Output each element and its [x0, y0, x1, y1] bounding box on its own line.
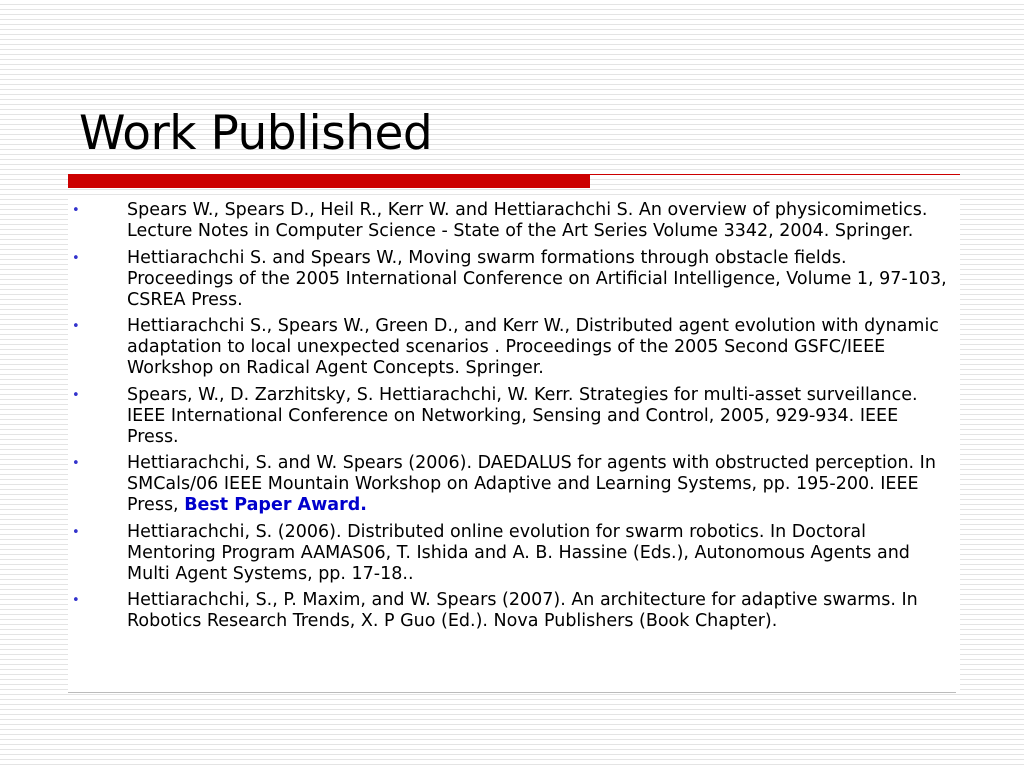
reference-text: Hettiarachchi S., Spears W., Green D., and Kerr W., Distributed agent evolution with dynamic adaptation to local unexpected scenarios . Proceedings of the 2005 Second GSFC/IEEE Workshop on Radical Agent Concepts. Springer. — [127, 316, 939, 378]
reference-text: Hettiarachchi, S., P. Maxim, and W. Spears (2007). An architecture for adaptive swarms. In Robotics Research Trends, X. P Guo (Ed.). Nova Publishers (Book Chapter). — [127, 590, 918, 631]
award-highlight: Best Paper Award. — [184, 495, 367, 515]
bullet-icon: • — [72, 456, 80, 471]
reference-text: Hettiarachchi S. and Spears W., Moving swarm formations through obstacle fields. Proceedings of the 2005 International Conference on Artificial Intelligence, Volume 1, 97-103, CSREA Press. — [127, 247, 947, 310]
bullet-icon: • — [72, 203, 80, 218]
title-underline-line — [590, 174, 960, 175]
reference-item — [70, 453, 950, 516]
title-underline-bar — [68, 174, 590, 188]
reference-item — [70, 385, 950, 448]
bottom-divider — [68, 692, 956, 693]
title-underline — [68, 174, 960, 188]
bullet-icon: • — [72, 250, 80, 266]
bullet-icon: • — [72, 319, 80, 334]
reference-text: Spears W., Spears D., Heil R., Kerr W. and Hettiarachchi S. An overview of physicomimetics. Lecture Notes in Computer Science - State of the Art Series Volume 3342, 2004. Springer. — [127, 200, 928, 241]
bullet-icon: • — [72, 593, 80, 608]
bullet-icon: • — [72, 524, 80, 540]
reference-item — [70, 248, 950, 311]
reference-item — [70, 316, 950, 379]
reference-text: Hettiarachchi, S. and W. Spears (2006). DAEDALUS for agents with obstructed perception. In SMCals/06 IEEE Mountain Workshop on Adaptive and Learning Systems, pp. 195-200. IEEE Press, — [127, 453, 936, 515]
reference-item — [70, 522, 950, 585]
bullet-icon: • — [72, 387, 80, 403]
reference-item — [70, 200, 950, 242]
reference-text: Hettiarachchi, S. (2006). Distributed online evolution for swarm robotics. In Doctoral Mentoring Program AAMAS06, T. Ishida and A. B. Hassine (Eds.), Autonomous Agents and Multi Agent Systems, pp. 17-18.. — [127, 521, 910, 584]
reference-text: Spears, W., D. Zarzhitsky, S. Hettiarachchi, W. Kerr. Strategies for multi-asset surveillance. IEEE International Conference on Networking, Sensing and Control, 2005, 929-934. IEEE Press. — [127, 384, 918, 447]
reference-item — [70, 590, 950, 632]
slide-title: Work Published — [79, 106, 433, 161]
reference-list — [70, 200, 950, 638]
